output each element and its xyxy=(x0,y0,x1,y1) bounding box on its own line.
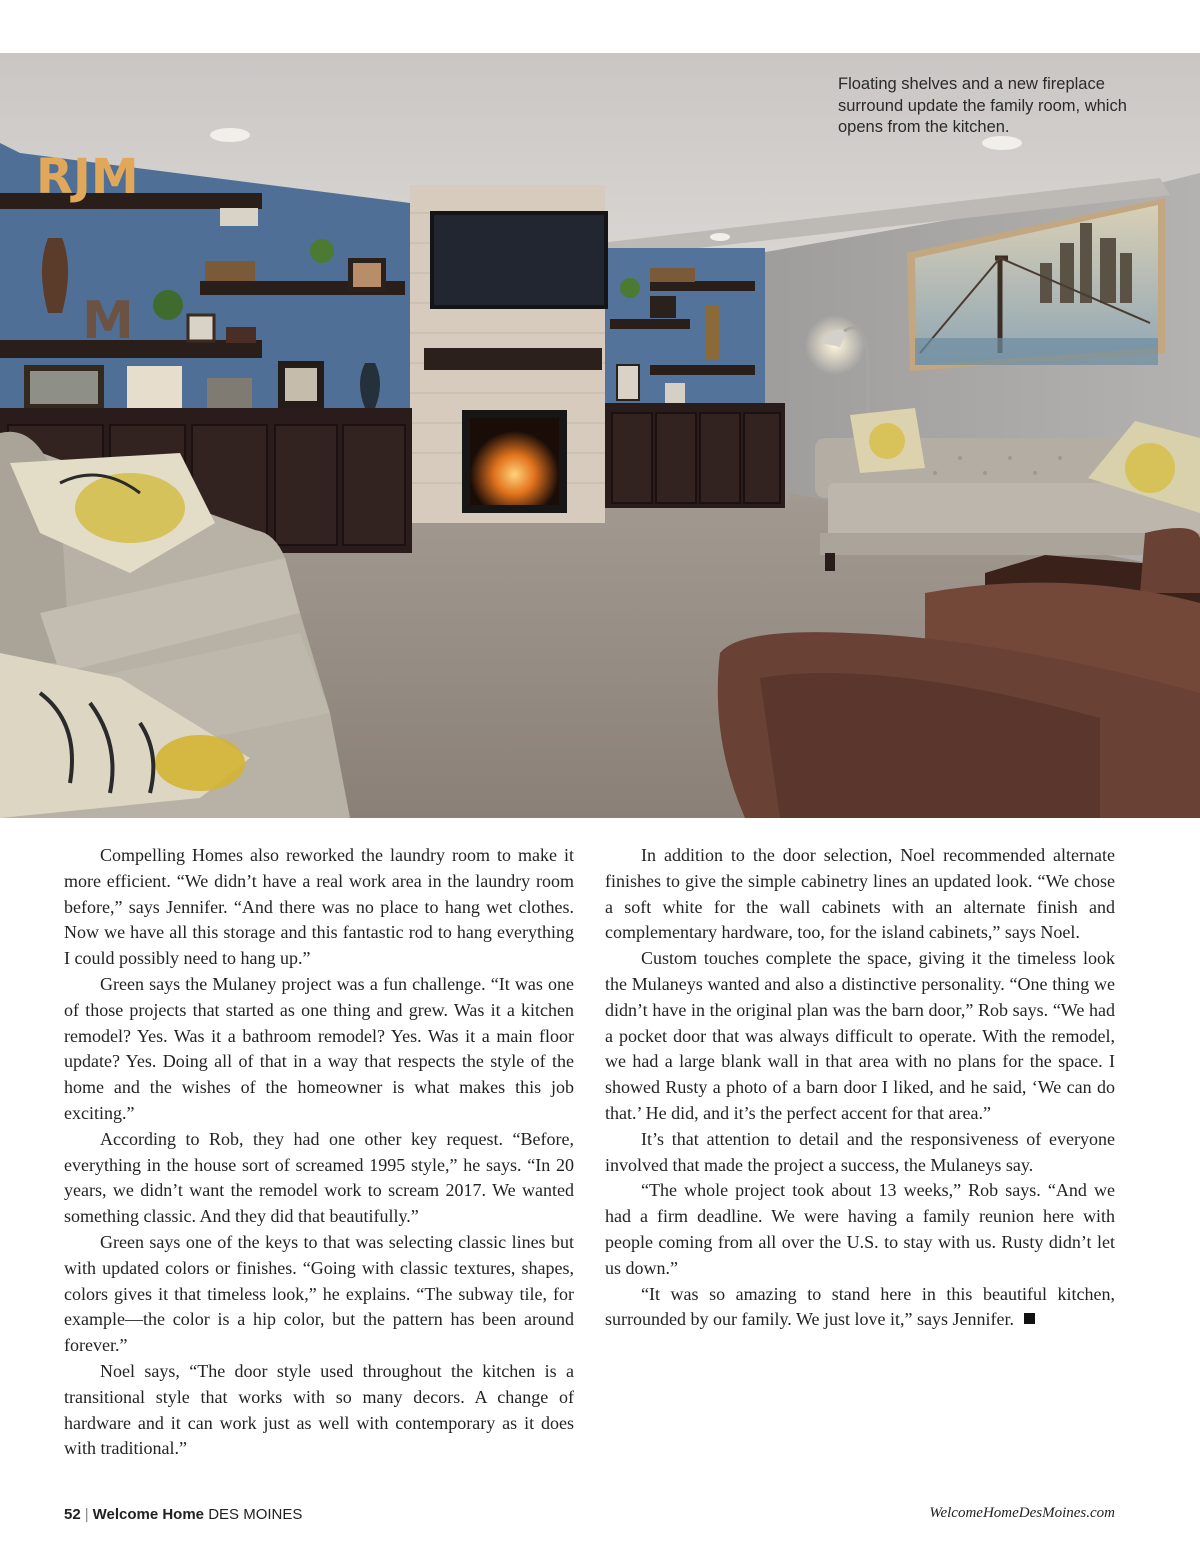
paragraph: It’s that attention to detail and the responsiveness of everyone involved that made the project a success, the Mulaneys say. xyxy=(605,1128,1115,1175)
paragraph: Custom touches complete the space, giving it the timeless look the Mulaneys wanted and also a distinctive personality. “One thing we didn’t have in the original plan was the barn door,” Rob says. “We had a pocket door that was always difficult to operate. With the remodel, we had a large blank wall in that area with no plans for the space. I showed Rusty a photo of a barn door I liked, and he said, ‘We can do that.’ He did, and it’s the perfect accent for that area.” xyxy=(605,948,1115,1123)
paragraph: “The whole project took about 13 weeks,” Rob says. “And we had a firm deadline. We were having a family reunion here with people coming from all over the U.S. to stay with us. Rusty didn’t let us down.” xyxy=(605,1180,1115,1278)
website-url[interactable]: WelcomeHomeDesMoines.com xyxy=(929,1505,1115,1521)
photo-caption: Floating shelves and a new fireplace surround update the family room, which opens from the kitchen. xyxy=(838,75,1127,136)
paragraph-text: “It was so amazing to stand here in this beautiful kitchen, surrounded by our family. We just love it,” says Jennifer. xyxy=(605,1283,1115,1330)
end-mark-icon xyxy=(1024,1313,1035,1324)
page-folio xyxy=(64,1506,302,1523)
article-column-left xyxy=(64,843,574,1462)
magazine-city: DES MOINES xyxy=(208,1506,303,1523)
monogram-letter: M xyxy=(82,291,134,351)
rjm-marquee-letters: RJM xyxy=(36,149,139,205)
paragraph: Green says one of the keys to that was selecting classic lines but with updated colors or finishes. “Going with classic textures, shapes, colors gives it that timeless look,” he explains. “The subway tile, for example—the color is a hip color, but the pattern has been around forever.” xyxy=(64,1231,574,1356)
paragraph: Green says the Mulaney project was a fun challenge. “It was one of those projects that started as one thing and grew. Was it a kitchen remodel? Yes. Was it a bathroom remodel? Yes. Was it a main floor update? Yes. Doing all of that in a way that respects the style of the home and the wishes of the homeowner is what makes this job exciting.” xyxy=(64,973,574,1123)
article-column-right xyxy=(605,843,1115,1333)
final-paragraph xyxy=(605,1282,1115,1334)
page-number: 52 xyxy=(64,1506,81,1523)
paragraph: Compelling Homes also reworked the laundry room to make it more efficient. “We didn’t have a real work area in the laundry room before,” says Jennifer. “And there was no place to hang wet clothes. Now we have all this storage and this fantastic rod to hang everything I could possibly need to hang up.” xyxy=(64,845,574,969)
magazine-name: Welcome Home xyxy=(92,1506,205,1523)
paragraph: Noel says, “The door style used throughout the kitchen is a transitional style that works with so many decors. A change of hardware and it can work just as well with contemporary as it does with traditional.” xyxy=(64,1360,574,1459)
paragraph: In addition to the door selection, Noel recommended alternate finishes to give the simple cabinetry lines an updated look. “We chose a soft white for the wall cabinets with an alternate finish and complementary hardware, too, for the island cabinets,” says Noel. xyxy=(605,845,1115,943)
paragraph: According to Rob, they had one other key request. “Before, everything in the house sort of screamed 1995 style,” he says. “In 20 years, we didn’t want the remodel work to scream 2017. We wanted something classic. And they did that beautifully.” xyxy=(64,1128,574,1227)
folio-separator: | xyxy=(84,1506,89,1523)
family-room-photo xyxy=(0,53,1200,818)
